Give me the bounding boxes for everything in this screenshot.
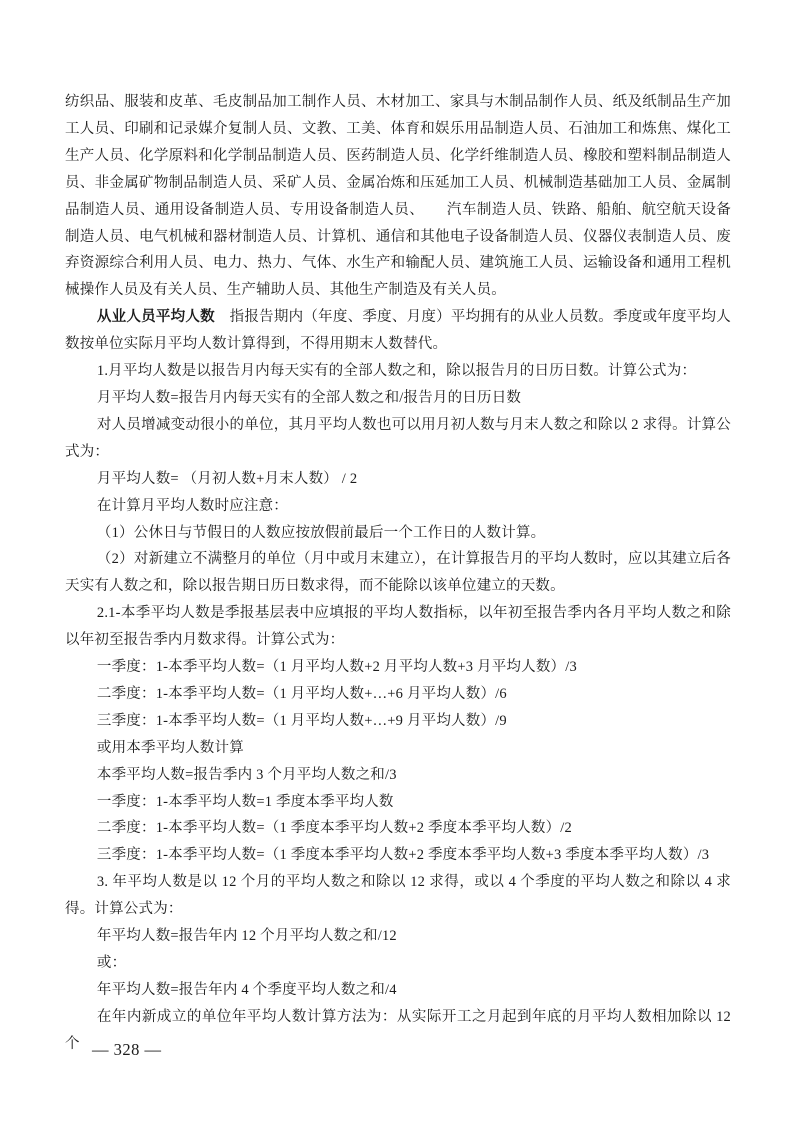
- alt-quarter1-formula: 一季度：1-本季平均人数=1 季度本季平均人数: [96, 793, 394, 810]
- alt-quarter2-formula: 二季度：1-本季平均人数=（1 季度本季平均人数+2 季度本季平均人数）/2: [96, 820, 572, 837]
- annual-average-formula-quarters: 年平均人数=报告年内 4 个季度平均人数之和/4: [96, 981, 397, 998]
- alt-quarter3-formula: 三季度：1-本季平均人数=（1 季度本季平均人数+2 季度本季平均人数+3 季度本季平均人数）/3: [96, 847, 710, 864]
- monthly-average-formula: 月平均人数=报告月内每天实有的全部人数之和/报告月的日历日数: [96, 389, 522, 406]
- annual-average-formula-months: 年平均人数=报告年内 12 个月平均人数之和/12: [96, 928, 397, 945]
- new-unit-annual-average-note: 在年内新成立的单位年平均人数计算方法为：从实际开工之月起到年底的月平均人数相加除以 12 个: [65, 1008, 731, 1052]
- note-item-1: （1）公休日与节假日的人数应按放假前最后一个工作日的人数计算。: [96, 524, 546, 541]
- quarter3-formula: 三季度：1-本季平均人数=（1 月平均人数+…+9 月平均人数）/9: [96, 712, 507, 729]
- page-number: — 328 —: [92, 1040, 162, 1059]
- term-average-employees: 从业人员平均人数: [96, 309, 215, 326]
- current-quarter-formula: 本季平均人数=报告季内 3 个月平均人数之和/3: [96, 766, 397, 783]
- quarter2-formula: 二季度：1-本季平均人数=（1 月平均人数+…+6 月平均人数）/6: [96, 685, 507, 702]
- term-definition-text: 指报告期内（年度、季度、月度）平均拥有的从业人员数。季度或年度平均人数按单位实际月平均人数计算得到，不得用期末人数替代。: [65, 309, 731, 353]
- attention-note-heading: 在计算月平均人数时应注意：: [96, 497, 288, 514]
- note-item-2: （2）对新建立不满整月的单位（月中或月末建立），在计算报告月的平均人数时，应以其建立后各天实有人数之和，除以报告期日历日数求得，而不能除以该单位建立的天数。: [65, 551, 731, 595]
- quarterly-average-definition: 2.1-本季平均人数是季报基层表中应填报的平均人数指标，以年初至报告季内各月平均人数之和除以年初至报告季内月数求得。计算公式为：: [65, 605, 731, 649]
- monthly-average-definition: 1.月平均人数是以报告月内每天实有的全部人数之和，除以报告月的日历日数。计算公式为：: [96, 363, 697, 380]
- annual-average-definition: 3. 年平均人数是以 12 个月的平均人数之和除以 12 求得，或以 4 个季度的平均人数之和除以 4 求得。计算公式为：: [65, 874, 731, 918]
- quarter1-formula: 一季度：1-本季平均人数=（1 月平均人数+2 月平均人数+3 月平均人数）/3: [96, 659, 577, 676]
- or-connector: 或：: [96, 955, 127, 971]
- monthly-average-simple-formula: 月平均人数= （月初人数+月末人数） / 2: [96, 470, 358, 487]
- occupation-list-paragraph: 纺织品、服装和皮革、毛皮制品加工制作人员、木材加工、家具与木制品制作人员、纸及纸制品生产加工人员、印刷和记录媒介复制人员、文教、工美、体育和娱乐用品制造人员、石油加工和炼焦、煤化工生产人员、化学原料和化学制品制造人员、医药制造人员、化学纤维制造人员、橡胶和塑料制品制造人员、非金属矿物制品制造人员、采矿人员、金属冶炼和压延加工人员、机械制造基础加工人员、金属制品制造人员、通用设备制造人员、专用设备制造人员、 汽车制造人员、铁路、船舶、航空航天设备制造人员、电气机械和器材制造人员、计算机、通信和其他电子设备制造人员、仪器仪表制造人员、废弃资源综合利用人员、电力、热力、气体、水生产和输配人员、建筑施工人员、运输设备和通用工程机械操作人员及有关人员、生产辅助人员、其他生产制造及有关人员。: [65, 94, 731, 299]
- small-change-units-note: 对人员增减变动很小的单位，其月平均人数也可以用月初人数与月末人数之和除以 2 求得。计算公式为：: [65, 416, 731, 460]
- term-definition-paragraph: [65, 304, 731, 358]
- document-body: [65, 89, 731, 1058]
- alt-method-heading: 或用本季平均人数计算: [96, 739, 244, 756]
